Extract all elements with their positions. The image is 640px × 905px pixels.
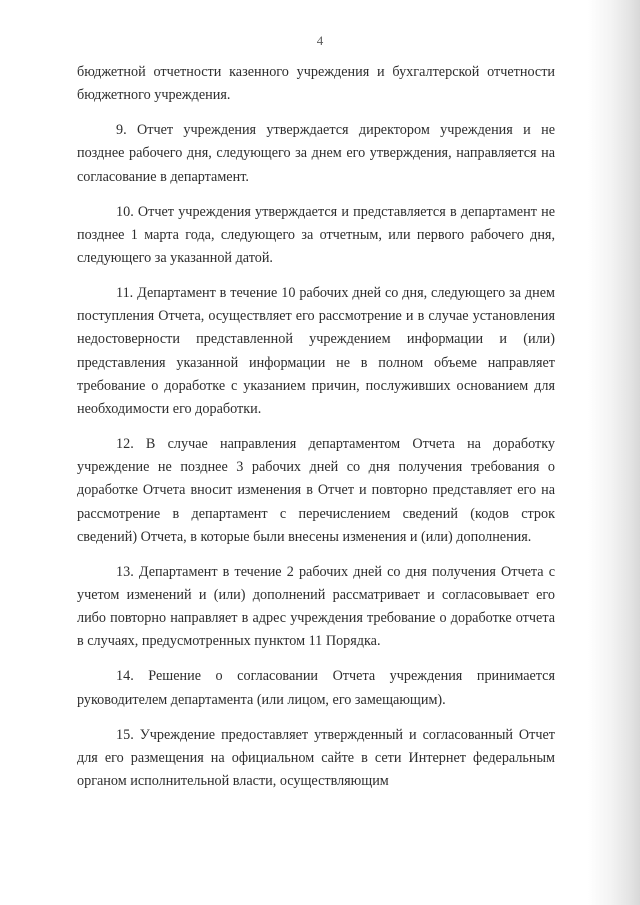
paragraph-9: 9. Отчет учреждения утверждается директором учреждения и не позднее рабочего дня, следующего за днем его утверждения, направляется на согласование в департамент. bbox=[77, 122, 555, 185]
document-body bbox=[77, 61, 555, 805]
paragraph-14: 14. Решение о согласовании Отчета учреждения принимается руководителем департамента (или лицом, его замещающим). bbox=[77, 668, 555, 708]
page-number: 4 bbox=[316, 33, 324, 48]
paragraph-11: 11. Департамент в течение 10 рабочих дней со дня, следующего за днем поступления Отчета, осуществляет его рассмотрение и в случае установления недостоверности представленной учреждением информации и (или) представления указанной информации не в полном объеме направляет требование о доработке с указанием причин, послуживших основанием для необходимости его доработки. bbox=[77, 285, 555, 418]
scan-edge-shadow bbox=[588, 0, 640, 905]
paragraph-continuation: бюджетной отчетности казенного учреждения и бухгалтерской отчетности бюджетного учреждения. bbox=[77, 64, 555, 104]
paragraph-15: 15. Учреждение предоставляет утвержденный и согласованный Отчет для его размещения на официальном сайте в сети Интернет федеральным органом исполнительной власти, осуществляющим bbox=[77, 726, 555, 790]
paragraph-10: 10. Отчет учреждения утверждается и представляется в департамент не позднее 1 марта года, следующего за отчетным, или первого рабочего дня, следующего за указанной датой. bbox=[77, 203, 555, 267]
paragraph-13: 13. Департамент в течение 2 рабочих дней со дня получения Отчета с учетом изменений и (или) дополнений рассматривает и согласовывает его либо повторно направляет в адрес учреждения требование о доработке отчета в случаях, предусмотренных пунктом 11 Порядка. bbox=[77, 563, 555, 650]
paragraph-12: 12. В случае направления департаментом Отчета на доработку учреждение не позднее 3 рабочих дней со дня получения требования о доработке Отчета вносит изменения в Отчет и повторно представляет его на рассмотрение в департамент с перечислением сведений (кодов строк сведений) Отчета, в которые были внесены изменения и (или) дополнения. bbox=[77, 436, 555, 545]
